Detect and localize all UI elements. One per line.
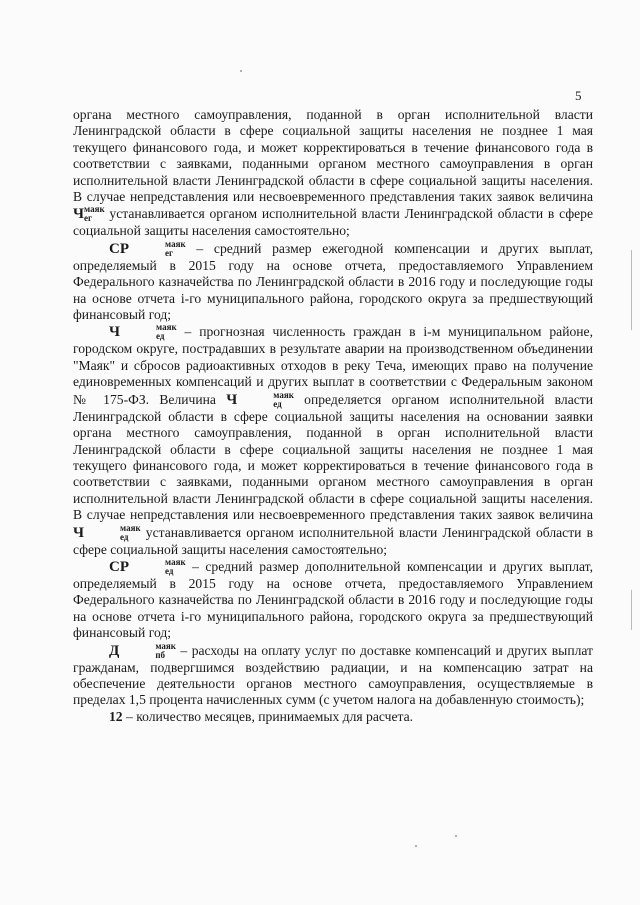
- paragraph-1: органа местного самоуправления, поданной в орган исполнительной власти Ленинградской области в сфере социальной защиты населения не позднее 1 мая текущего финансового года, и может корректироваться в течение финансового года в соответствии с заявками, поданными органом местного самоуправления в орган исполнительной власти Ленинградской области в сфере социальной защиты населения. В случае непредставления или несвоевременного представления таких заявок величина Ч маяк ег устанавливается органом исполнительной власти Ленинградской области в сфере социальной защиты населения самостоятельно;: [73, 107, 593, 239]
- paragraph-4: СР маяк ед – средний размер дополнительной компенсации и других выплат, определяемый в 2015 году на основе отчета, предоставляемого Управлением Федерального казначейства по Ленинградской области в 2016 году и последующие годы на основе отчета i-го муниципального района, городского округа за предшествующий финансовый год;: [73, 556, 593, 641]
- scan-speck: [455, 835, 457, 837]
- paragraph-3: Ч маяк ед – прогнозная численность граждан в i-м муниципальном районе, городском округе, пострадавших в результате аварии на производственном объединении "Маяк" и сбросов радиоактивных отходов в реку Теча, имеющих право на получение единовременных компенсаций и других выплат в соответствии с Федеральным законом № 175-ФЗ. Величина Ч маяк ед определяется органом исполнительной власти Ленинградской области в сфере социальной защиты населения на основании заявки органа местного самоуправления, поданной в орган исполнительной власти Ленинградской области в сфере социальной защиты населения не позднее 1 мая текущего финансового года, и может корректироваться в течение финансового года в соответствии с заявками, поданными органом местного самоуправления в орган исполнительной власти Ленинградской области в сфере социальной защиты населения. В случае непредставления или несвоевременного представления таких заявок величина Ч маяк ед устанавливается органом исполнительной власти Ленинградской области в сфере социальной защиты населения самостоятельно;: [73, 322, 593, 557]
- term-chislennost-eg: Ч маяк ег: [73, 204, 105, 224]
- scan-speck: [415, 845, 417, 847]
- scan-speck: [240, 70, 242, 72]
- scan-edge-mark: [631, 590, 632, 630]
- term-chislennost-ed: Ч маяк ед: [109, 322, 177, 342]
- paragraph-6: 12 – количество месяцев, принимаемых для расчета.: [109, 708, 414, 724]
- paragraph-2: СР маяк ег – средний размер ежегодной компенсации и других выплат, определяемый в 2015 году на основе отчета, предоставляемого Управлением Федерального казначейства по Ленинградской области в 2016 году и последующие годы на основе отчета i-го муниципального района, городского округа за предшествующий финансовый год;: [73, 238, 593, 323]
- term-d-pb: Д маяк пб: [109, 640, 176, 660]
- term-chislennost-ed-2: Ч маяк ед: [226, 389, 294, 409]
- term-months: 12: [109, 708, 123, 724]
- page-number: 5: [575, 88, 582, 103]
- term-sr-ed: СР маяк ед: [109, 556, 186, 576]
- term-sr-eg: СР маяк ег: [109, 238, 186, 258]
- term-chislennost-ed-3: Ч маяк ед: [73, 522, 141, 542]
- document-body: [73, 107, 593, 725]
- paragraph-5: Д маяк пб – расходы на оплату услуг по доставке компенсаций и других выплат гражданам, подвергшимся воздействию радиации, и на компенсацию затрат на обеспечение деятельности органов местного самоуправления, осуществляемые в пределах 1,5 процента начисленных сумм (с учетом налога на добавленную стоимость);: [73, 640, 593, 708]
- scan-edge-mark: [631, 250, 632, 330]
